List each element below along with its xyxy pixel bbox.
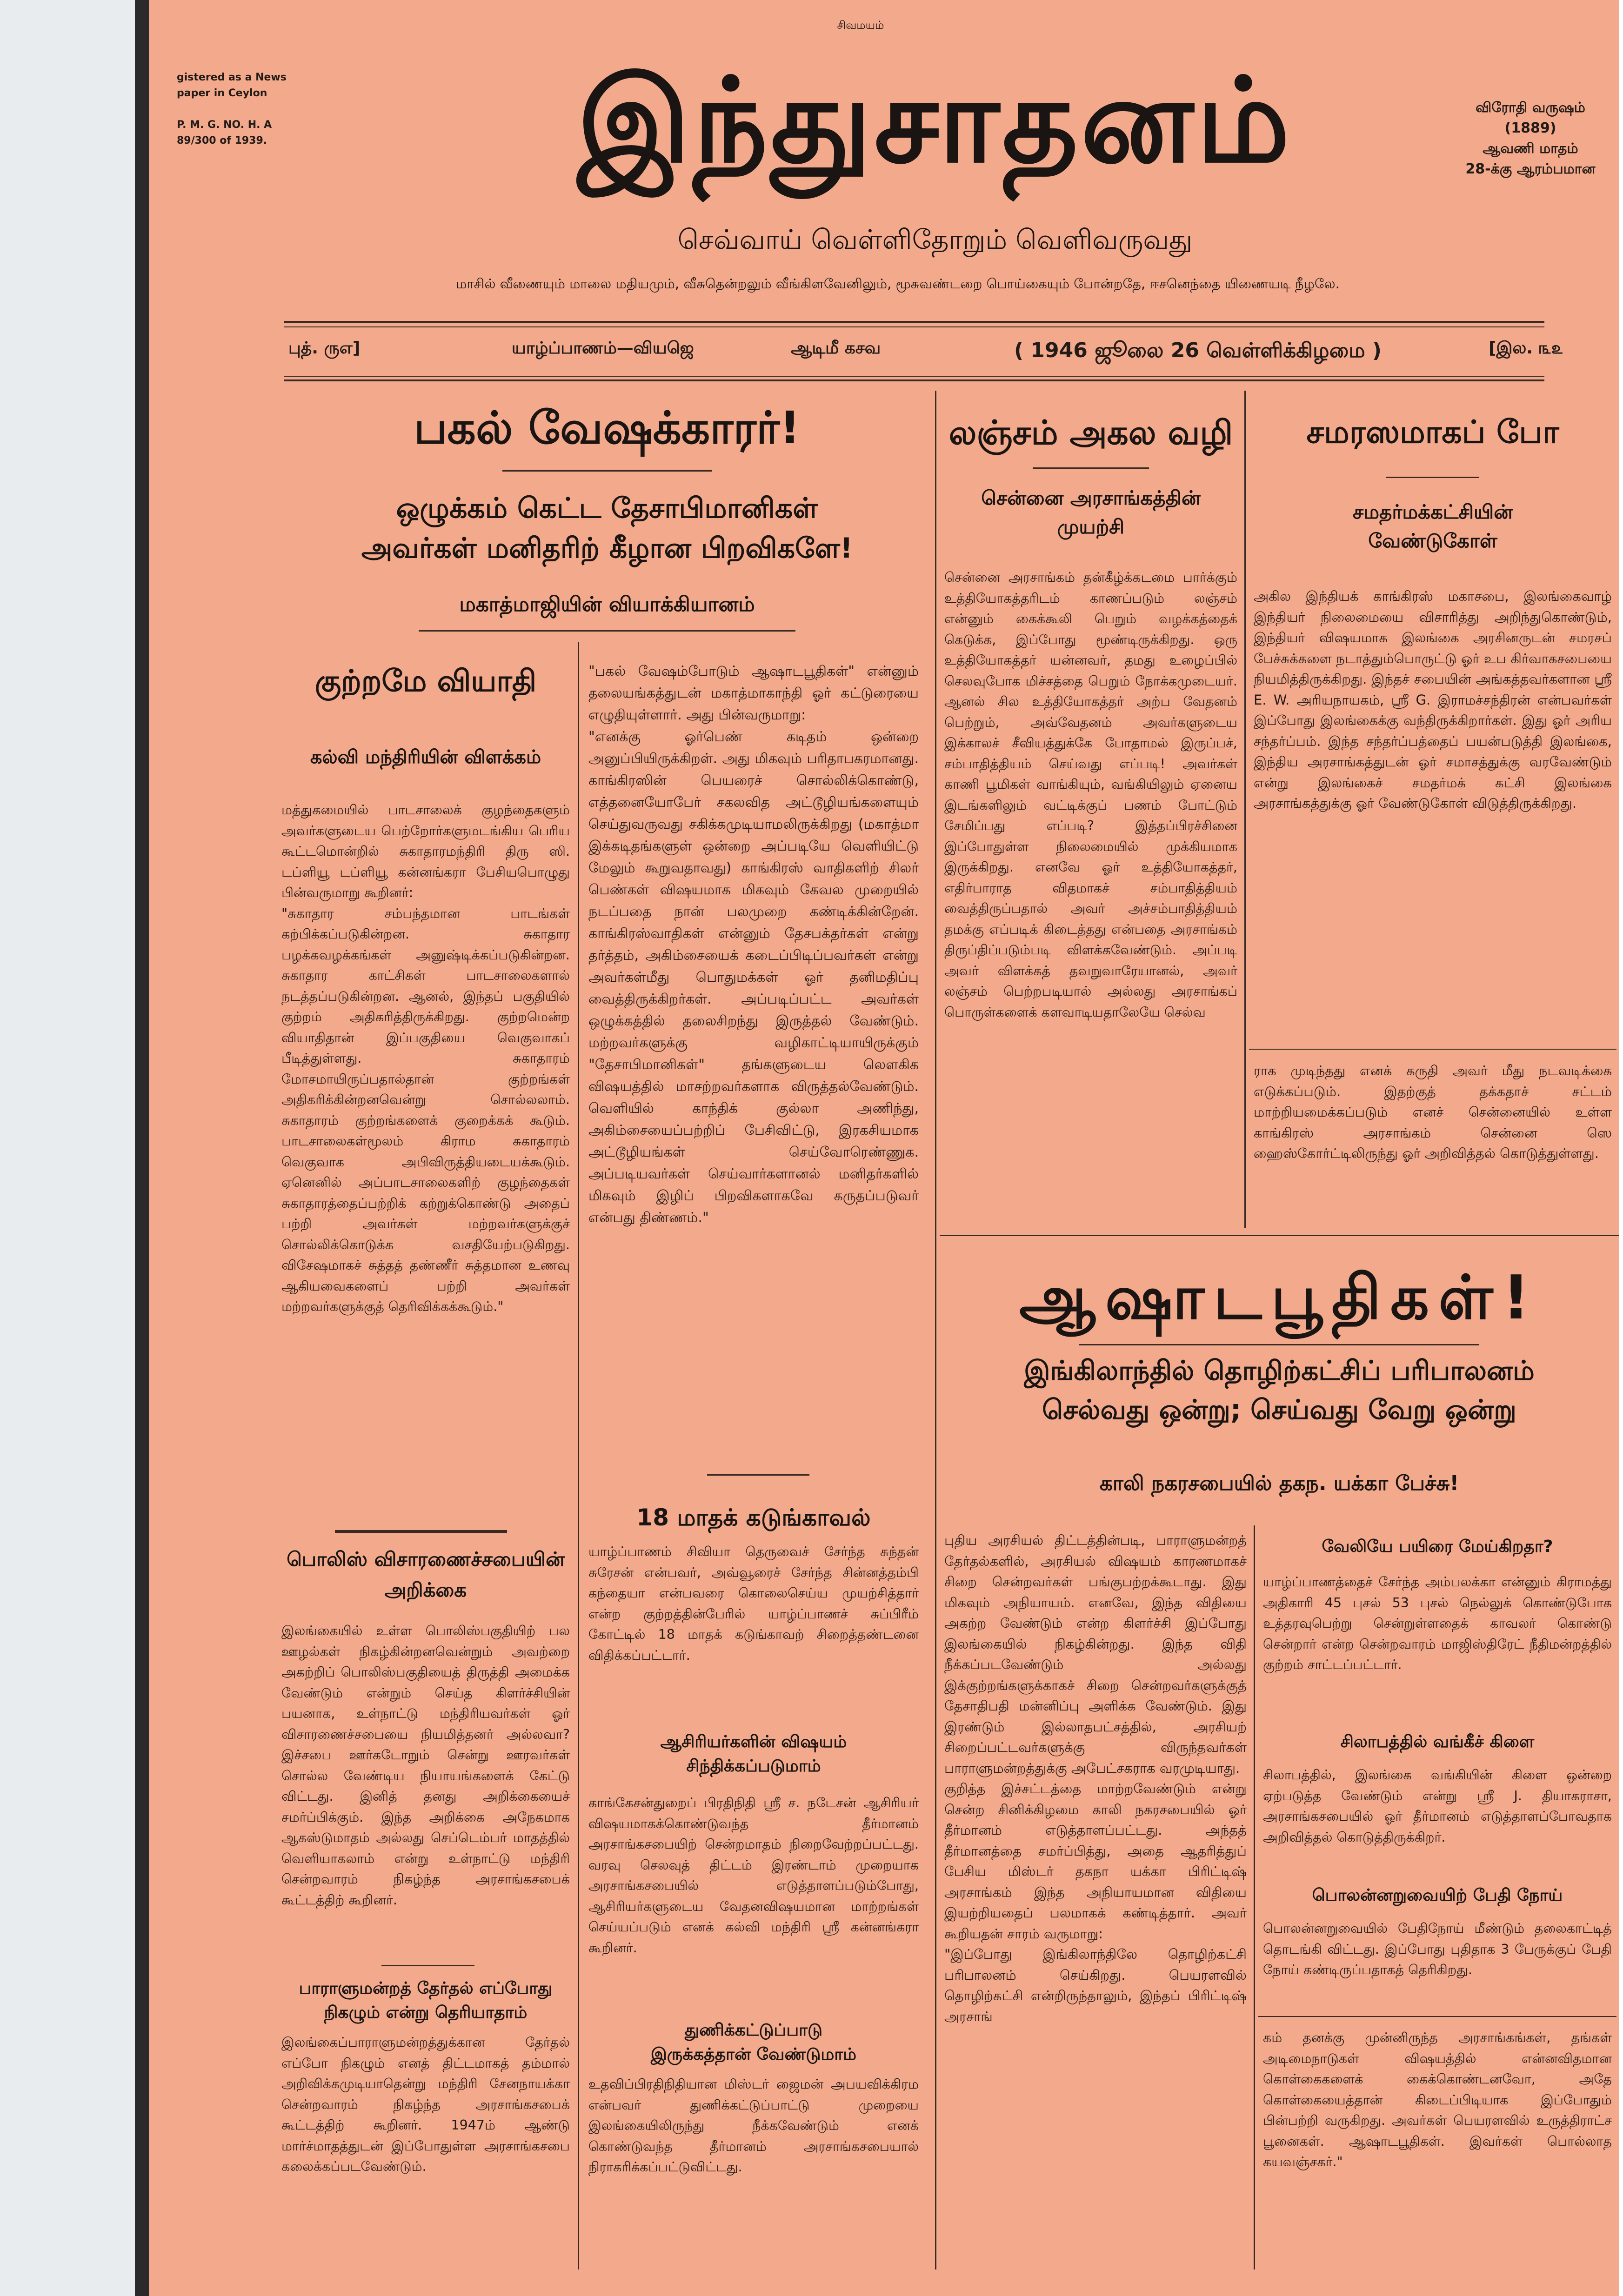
- divider-feature-col4: [1254, 1525, 1255, 2269]
- feature-body: புதிய அரசியல் திட்டத்தின்படி, பாராளுமன்றத் தேர்தல்களில், அரசியல் விஷயம் காரணமாகச் சிறை சென்றவர்கள் பங்குபற்றக்கூடாது. இது மிகவும் அநியாயம். எனவே, இந்த விதியை அகற்ற வேண்டும் என்ற கிளர்ச்சி இப்போது இலங்கையில் நிகழ்கின்றது. இந்த விதி நீக்கப்படவேண்டும் அல்லது இக்குற்றங்களுக்காகச் சிறை சென்றவர்களுக்குத் தேசாதிபதி மன்னிப்பு அளிக்க வேண்டும். இது இரண்டும் இல்லாதபட்சத்தில், அரசியற் சிறைப்பட்டவர்களுக்கு விருந்தவர்கள் பாராளுமன்றத்துக்கு அபேட்சகராக வரமுடியாது. குறித்த இச்சட்டத்தை மாற்றவேண்டும் என்று சென்ற சினிக்கிழமை காலி நகரசபையில் ஓர் தீர்மானம் எடுத்தாளப்பட்டது. அந்தத் தீர்மானத்தை சமர்ப்பித்து, அதை ஆதரித்துப் பேசிய மிஸ்டர் தகநா யக்கா பிரிட்டிஷ் அரசாங்கம் இந்த அநியாயமான விதியை இயற்றியதைப் பலமாகக் கண்டித்தார். அவர் கூறியதன் சாரம் வருமாறு: "இப்போது இங்கிலாந்திலே தொழிற்கட்சி பரிபாலனம் செய்கிறது. பெயரளவில் தொழிற்கட்சி என்றிருந்தாலும், இந்தப் பிரிட்டிஷ் அரசாங்: [944, 1532, 1247, 2024]
- cholera-headline: பொலன்னறுவையிற் பேதி நோய்: [1312, 1886, 1563, 1905]
- crime-disease-subhead: கல்வி மந்திரியின் விளக்கம்: [310, 746, 541, 768]
- dateline-month: ஆடிமீ கசவ: [791, 339, 881, 358]
- lead-headline-rule: [502, 470, 712, 472]
- reconcile-headline: சமரஸமாகப் போ: [1306, 414, 1559, 451]
- dateline-issue: [இல. ௩௨: [1489, 339, 1563, 358]
- reconcile-rule: [1386, 477, 1479, 478]
- election-headline: பாராளுமன்றத் தேர்தல் எப்போது நிகழும் என்று தெரியாதாம்: [299, 1979, 553, 2022]
- reconcile-subhead: சமதர்மக்கட்சியின் வேண்டுகோள்: [1352, 500, 1513, 552]
- bribery-continued-body: ராக முடிந்தது எனக் கருதி அவர் மீது நடவடிக்கை எடுக்கப்படும். இதற்குத் தக்கதாச் சட்டம் மாற்றியமைக்கப்படும் எனச் சென்னையில் உள்ள காங்கிரஸ் அரசாங்கம் சென்னை ஸெ ஹைஸ்கோர்ட்டிலிருந்து ஓர் அறிவித்தல் கொடுத்துள்ளது.: [1254, 1063, 1612, 1161]
- crime-disease-body: மத்துகமையில் பாடசாலைக் குழந்தைகளும் அவர்களுடைய பெற்றோர்களுமடங்கிய பெரிய கூட்டமொன்றில் சுகாதாரமந்திரி திரு ஸி. டப்ளியூ டப்ளியூ கன்னங்கரா பேசியபொழுது பின்வருமாறு கூறினர்: "சுகாதார சம்பந்தமான பாடங்கள் கற்பிக்கப்படுகின்றன. சுகாதார பழக்கவழக்கங்கள் அனுஷ்டிக்கப்படுகின்றன. சுகாதார காட்சிகள் பாடசாலைகளால் நடத்தப்படுகின்றன. ஆனல், இந்தப் பகுதியில் குற்றம் அதிகரித்திருக்கிறது. குற்றமென்ற வியாதிதான் இப்பகுதியை வெகுவாகப் பீடித்துள்ளது. சுகாதாரம் மோசமாயிருப்பதால்தான் குற்றங்கள் அதிகரிக்கின்றனவென்று சொல்லலாம். சுகாதாரம் குற்றங்களைக் குறைக்கக் கூடும். பாடசாலைகள்மூலம் கிராம சுகாதாரம் வெகுவாக அபிவிருத்தியடையக்கூடும். ஏனெனில் அப்பாடசாலைகளிற் குழந்தைகள் சுகாதாரத்தைப்பற்றிக் கற்றுக்கொண்டு அதைப் பற்றி அவர்கள் மற்றவர்களுக்குச் சொல்லிக்கொடுக்க வசதியேற்படுகிறது. விசேஷமாகச் சுத்தத் தண்ணீர் சுத்தமான உணவு ஆகியவைகளைப் பற்றி அவர்கள் மற்றவர்களுக்குத் தெரிவிக்கக்கூடும்.": [281, 802, 570, 1314]
- lead-headline: பகல் வேஷக்காரர்!: [414, 402, 800, 454]
- bribery-subhead: சென்னை அரசாங்கத்தின் முயற்சி: [981, 486, 1201, 538]
- dateline-date: ( 1946 ஜூலை 26 வெள்ளிக்கிழமை ): [1014, 339, 1382, 362]
- feature-byline: காலி நகரசபையில் தகந. யக்கா பேச்சு!: [1099, 1471, 1459, 1495]
- crime-disease-headline: குற்றமே வியாதி: [314, 664, 537, 699]
- era-note: விரோதி வருஷம் (1889) ஆவணி மாதம் 28-க்கு ஆரம்பமான: [1465, 100, 1596, 177]
- feature-headline-rule: [1079, 1344, 1479, 1345]
- scan-border: [0, 0, 142, 2296]
- bribery-rule: [1033, 467, 1149, 469]
- divider-col3-col4: [1244, 391, 1246, 1228]
- col1-rule-2: [381, 1965, 474, 1966]
- masthead-rule-2: [284, 326, 1544, 327]
- chilaw-bank-body: சிலாபத்தில், இலங்கை வங்கியின் கிளை ஒன்றை ஏற்படுத்த வேண்டும் என்று ஸ்ரீ J. தியாகராசா, அரசாங்கசபையில் ஓர் தீர்மானம் எடுத்தாளப்போவதாக அறிவித்தல் கொடுத்திருக்கிறர்.: [1263, 1767, 1612, 1845]
- cholera-body: பொலன்னறுவையில் பேதிநோய் மீண்டும் தலைகாட்டித் தொடங்கி விட்டது. இப்போது புதிதாக 3 பேருக்குப் பேதி நோய் கண்டிருப்பதாகத் தெரிகிறது.: [1263, 1921, 1612, 1977]
- prison-sentence-body: யாழ்ப்பாணம் சிவியா தெருவைச் சேர்ந்த சுந்தன் சுரேசன் என்பவர், அவ்வூரைச் சேர்ந்த சின்னத்தம்பி கந்தையா என்பவரை கொலைசெய்ய முயற்சித்தார் என்ற குற்றத்தின்பேரில் யாழ்ப்பாணச் சுப்பிரீம் கோட்டில் 18 மாதக் கடுங்காவற் சிறைத்தண்டனை விதிக்கப்பட்டார்.: [588, 1544, 919, 1663]
- dateline-rule-1: [284, 376, 1544, 377]
- registration-note: gistered as a News paper in Ceylon P. M. G. NO. H. A 89/300 of 1939.: [177, 72, 287, 146]
- col4-end-rule: [1249, 1049, 1616, 1050]
- fence-grazing-headline: வேலியே பயிரை மேய்கிறதா?: [1322, 1537, 1553, 1556]
- lead-subheadline: ஒழுக்கம் கெட்ட தேசாபிமானிகள் அவர்கள் மனிதரிற் கீழான பிறவிகளே!: [361, 492, 853, 565]
- election-body: இலங்கைப்பாராளுமன்றத்துக்கான தேர்தல் எப்போ நிகழும் எனத் திட்டமாகத் தம்மால் அறிவிக்கமுடியாதென்று மந்திரி சேனநாயக்கா சென்றவாரம் நிகழ்ந்த அரசாங்கசபைக் கூட்டத்திற் கூறினர். 1947ம் ஆண்டு மார்ச்மாதத்துடன் இப்போதுள்ள அரசாங்கசபை கலைக்கப்படவேண்டும்.: [281, 2035, 570, 2174]
- col2-rule-1: [707, 1474, 809, 1476]
- lead-byline-rule: [419, 630, 795, 632]
- dateline-place: யாழ்ப்பாணம்—வியஜெ: [512, 339, 694, 358]
- divider-col1-col2: [578, 642, 579, 2269]
- dateline-volume: புத். ருஎ]: [288, 339, 361, 358]
- masthead-rule-1: [284, 321, 1544, 323]
- masthead-motto: மாசில் வீணையும் மாலை மதியமும், வீசுதென்றலும் வீங்கிளவேனிலும், மூசுவண்டறை பொய்கையும் போன்றதே, ஈசனெந்தை யிணையடி நீழலே.: [456, 276, 1340, 292]
- police-report-body: இலங்கையில் உள்ள பொலிஸ்பகுதியிற் பல ஊழல்கள் நிகழ்கின்றனவென்றும் அவற்றை அகற்றிப் பொலிஸ்பகுதியைத் திருத்தி அமைக்க வேண்டும் என்றும் செய்த கிளர்ச்சியின் பயனாக, உள்நாட்டு மந்திரியவர்கள் ஓர் விசாரணைச்சபையை நியமித்தனர் அல்லவா? இச்சபை ஊர்கடோறும் சென்று ஊரவர்கள் சொல்ல வேண்டிய நியாயங்களைக் கேட்டு விட்டது. இனித் தனது அறிக்கையைச் சமர்ப்பிக்கும். இந்த அறிக்கை அநேகமாக ஆகஸ்டுமாதம் அல்லது செப்டெம்பர் மாதத்தில் வெளியாகலாம் என்று உள்நாட்டு மந்திரி சென்றவாரம் நிகழ்ந்த அரசாங்கசபைக் கூட்டத்திற் கூறினர்.: [281, 1623, 570, 1908]
- feature-subheadline: இங்கிலாந்தில் தொழிற்கட்சிப் பரிபாலனம் செல்வது ஒன்று; செய்வது வேறு ஒன்று: [1024, 1355, 1535, 1425]
- feature-continued-body: கம் தனக்கு முன்னிருந்த அரசாங்கங்கள், தங்கள் அடிமைநாடுகள் விஷயத்தில் என்னவிதமான கொள்கைகளைக் கைக்கொண்டனவோ, அதே கொள்கையைத்தான் கிடைப்பிடியாக இப்போதும் பின்பற்றி வருகிறது. அவர்கள் பெயரளவில் உருத்திராட்ச பூனைகள். ஆஷாடபூதிகள். இவர்கள் பொல்லாத கயவஞ்சகர்.": [1263, 2030, 1612, 2170]
- col1-thick-rule: [335, 1530, 507, 1533]
- lead-byline: மகாத்மாஜியின் வியாக்கியானம்: [459, 592, 755, 616]
- fence-grazing-body: யாழ்ப்பாணத்தைச் சேர்ந்த அம்பலக்கா என்னும் கிராமத்து அதிகாரி 45 புசல் 53 புசல் நெல்லுக் கொண்டுபோக உத்தரவுபெற்று சென்றுள்ளதைக் காவலர் கொண்டு சென்றார் என்ற சென்றவாரம் மாஜிஸ்திரேட் நீதிமன்றத்தில் குற்றம் சாட்டப்பட்டார்.: [1263, 1574, 1612, 1672]
- teachers-headline: ஆசிரியர்களின் விஷயம் சிந்திக்கப்படுமாம்: [660, 1732, 847, 1776]
- reconcile-body: அகில இந்தியக் காங்கிரஸ் மகாசபை, இலங்கைவாழ் இந்தியர் நிலைமையை விசாரித்து அறிந்துகொண்டும், இந்தியர் விஷயமாக இலங்கை அரசினருடன் சமரசப் பேச்சுக்களை நடாத்தும்பொருட்டு ஓர் உப கிர்வாகசபையை நியமித்திருக்கிறது. இந்தச் சபையின் அங்கத்தவர்களான ஸ்ரீ E. W. அரியநாயகம், ஸ்ரீ G. இராமச்சந்திரன் என்பவர்கள் இப்போது இலங்கைக்கு வந்திருக்கிறார்கள். இது ஓர் அரிய சந்தர்ப்பம். இந்த சந்தர்ப்பத்தைப் பயன்படுத்தி இலங்கை, இந்திய அரசாங்கத்துடன் ஓர் சமாசத்துக்கு வரவேண்டும் என்று இலங்கைச் சமதர்மக் கட்சி இலங்கை அரசாங்கத்துக்கு ஓர் வேண்டுகோள் விடுத்திருக்கிறது.: [1254, 588, 1612, 811]
- col4-lower-rule: [1258, 2016, 1616, 2017]
- scan-border-shadow: [135, 0, 149, 2296]
- textile-control-body: உதவிப்பிரதிநிதியான மிஸ்டர் ஜைமன் அபயவிக்கிரம என்பவர் துணிக்கட்டுப்பாட்டு முறையை இலங்கையிலிருந்து நீக்கவேண்டும் எனக் கொண்டுவந்த தீர்மானம் அரசாங்கசபையால் நிராகரிக்கப்பட்டுவிட்டது.: [588, 2076, 919, 2175]
- masthead-title: இந்துசாதனம்: [577, 53, 1293, 188]
- masthead-top-small: சிவமயம்: [837, 19, 884, 32]
- teachers-body: காங்கேசன்துறைப் பிரதிநிதி ஸ்ரீ ச. நடேசன் ஆசிரியர் விஷயமாகக்கொண்டுவந்த தீர்மானம் அரசாங்கசபையிற் சென்றமாதம் நிறைவேற்றப்பட்டது. வரவு செலவுத் திட்டம் இரண்டாம் முறையாக அரசாங்கசபையில் எடுத்தாளப்படும்போது, ஆசிரியர்களுடைய வேதனவிஷயமான மாற்றங்கள் செய்யப்படும் எனக் கல்வி மந்திரி ஸ்ரீ கன்னங்கரா கூறினர்.: [588, 1795, 919, 1956]
- prison-sentence-headline: 18 மாதக் கடுங்காவல்: [636, 1504, 871, 1531]
- chilaw-bank-headline: சிலாபத்தில் வங்கீச் கிளை: [1340, 1732, 1535, 1751]
- bribery-headline: லஞ்சம் அகல வழி: [948, 413, 1233, 452]
- gandhi-article-body: "பகல் வேஷம்போடும் ஆஷாடபூதிகள்" என்னும் தலையங்கத்துடன் மகாத்மாகாந்தி ஓர் கட்டுரையை எழுதியுள்ளார். அது பின்வருமாறு: "எனக்கு ஓர்பெண் கடிதம் ஒன்றை அனுப்பியிருக்கிறள். அது மிகவும் பரிதாபகரமானது. காங்கிரஸின் பெயரைச் சொல்லிக்கொண்டு, எத்தனையோபேர் சகலவித அட்டூழியங்களையும் செய்துவருவது சகிக்கமுடியாமலிருக்கிறது (மகாத்மா இக்கடிதங்களுள் ஒன்றை அப்படியே வெளியிட்டு மேலும் கூறுவதாவது) காங்கிரஸ் வாதிகளிற் சிலர் பெண்கள் விஷயமாக மிகவும் கேவல முறையில் நடப்பதை நான் பலமுறை கண்டிக்கின்றேன். காங்கிரஸ்வாதிகள் என்னும் தேசபக்தர்கள் என்று தர்த்தம், அகிம்சையைக் கடைப்பிடிப்பவர்கள் என்று அவர்கள்மீது பொதுமக்கள் ஓர் தனிமதிப்பு வைத்திருக்கிறர்கள். அப்படிப்பட்ட அவர்கள் ஒழுக்கத்தில் தலைசிறந்து இருத்தல் வேண்டும். மற்றவர்களுக்கு வழிகாட்டியாயிருக்கும் "தேசாபிமானிகள்" தங்களுடைய லௌகிக விஷயத்தில் மாசற்றவர்களாக விருத்தல்வேண்டும். வெளியில் காந்திக் குல்லா அணிந்து, அகிம்சையைப்பற்றிப் பேசிவிட்டு, இரகசியமாக அட்டூழியங்கள் செய்வோரெண்ணுக. அப்படியவர்கள் செய்வார்களானல் மனிதர்களில் மிகவும் இழிப் பிறவிகளாகவே கருதப்படுவர் என்பது திண்ணம்.": [588, 663, 919, 1226]
- newspaper-page: [149, 0, 1619, 2296]
- police-report-headline: பொலிஸ் விசாரணைச்சபையின் அறிக்கை: [287, 1548, 565, 1601]
- textile-control-headline: துணிக்கட்டுப்பாடு இருக்கத்தான் வேண்டுமாம்: [650, 2021, 857, 2064]
- bribery-body: சென்னை அரசாங்கம் தன்கீழ்க்கடமை பார்க்கும் உத்தியோகத்தரிடம் காணப்படும் லஞ்சம் என்னும் கைக்கூலி பெறும் வழக்கத்தைக் கெடுக்க, இப்போது மூண்டிருக்கிறது. ஒரு உத்தியோகத்தர் யன்னவர், தமது உழைப்பில் செலவுபோக மிச்சத்தை பெறும் நோக்கமுடையர். ஆனல் சில உத்தியோகத்தர் அற்ப வேதனம் பெற்றும், அவ்வேதனம் அவர்களுடைய இக்காலச் சீவியத்துக்கே போதாமல் இருப்பச், சம்பாதித்தியம் செய்வது எப்படி! அவர்கள் காணி பூமிகள் வாங்கியும், வங்கியிலும் ஏனைய இடங்களிலும் வட்டிக்குப் பணம் போட்டும் சேமிப்பது எப்படி? இத்தப்பிரச்சினை இப்போதுள்ள நிலைமையில் முக்கியமாக இருக்கிறது. எனவே ஓர் உத்தியோகத்தர், எதிர்பாராத விதமாகச் சம்பாதித்தியம் வைத்திருப்பதால் அவர் அச்சம்பாதித்தியம் தமக்கு எப்படிக் கிடைத்தது என்பதை அரசாங்கம் திருப்திப்படும்படி விளக்கவேண்டும். அப்படி அவர் விளக்கத் தவறுவாரேயானல், அவர் லஞ்சம் பெற்றபடியால் அல்லது அரசாங்கப் பொருள்களைக் களவாடியதாலேயே செல்வ: [944, 570, 1237, 1020]
- feature-top-rule: [940, 1235, 1619, 1236]
- divider-lead-col3: [935, 391, 936, 2269]
- masthead-subtitle: செவ்வாய் வெள்ளிதோறும் வெளிவருவது: [677, 224, 1193, 255]
- dateline-rule-2: [284, 379, 1544, 381]
- feature-headline: ஆஷாடபூதிகள்!: [1019, 1262, 1539, 1333]
